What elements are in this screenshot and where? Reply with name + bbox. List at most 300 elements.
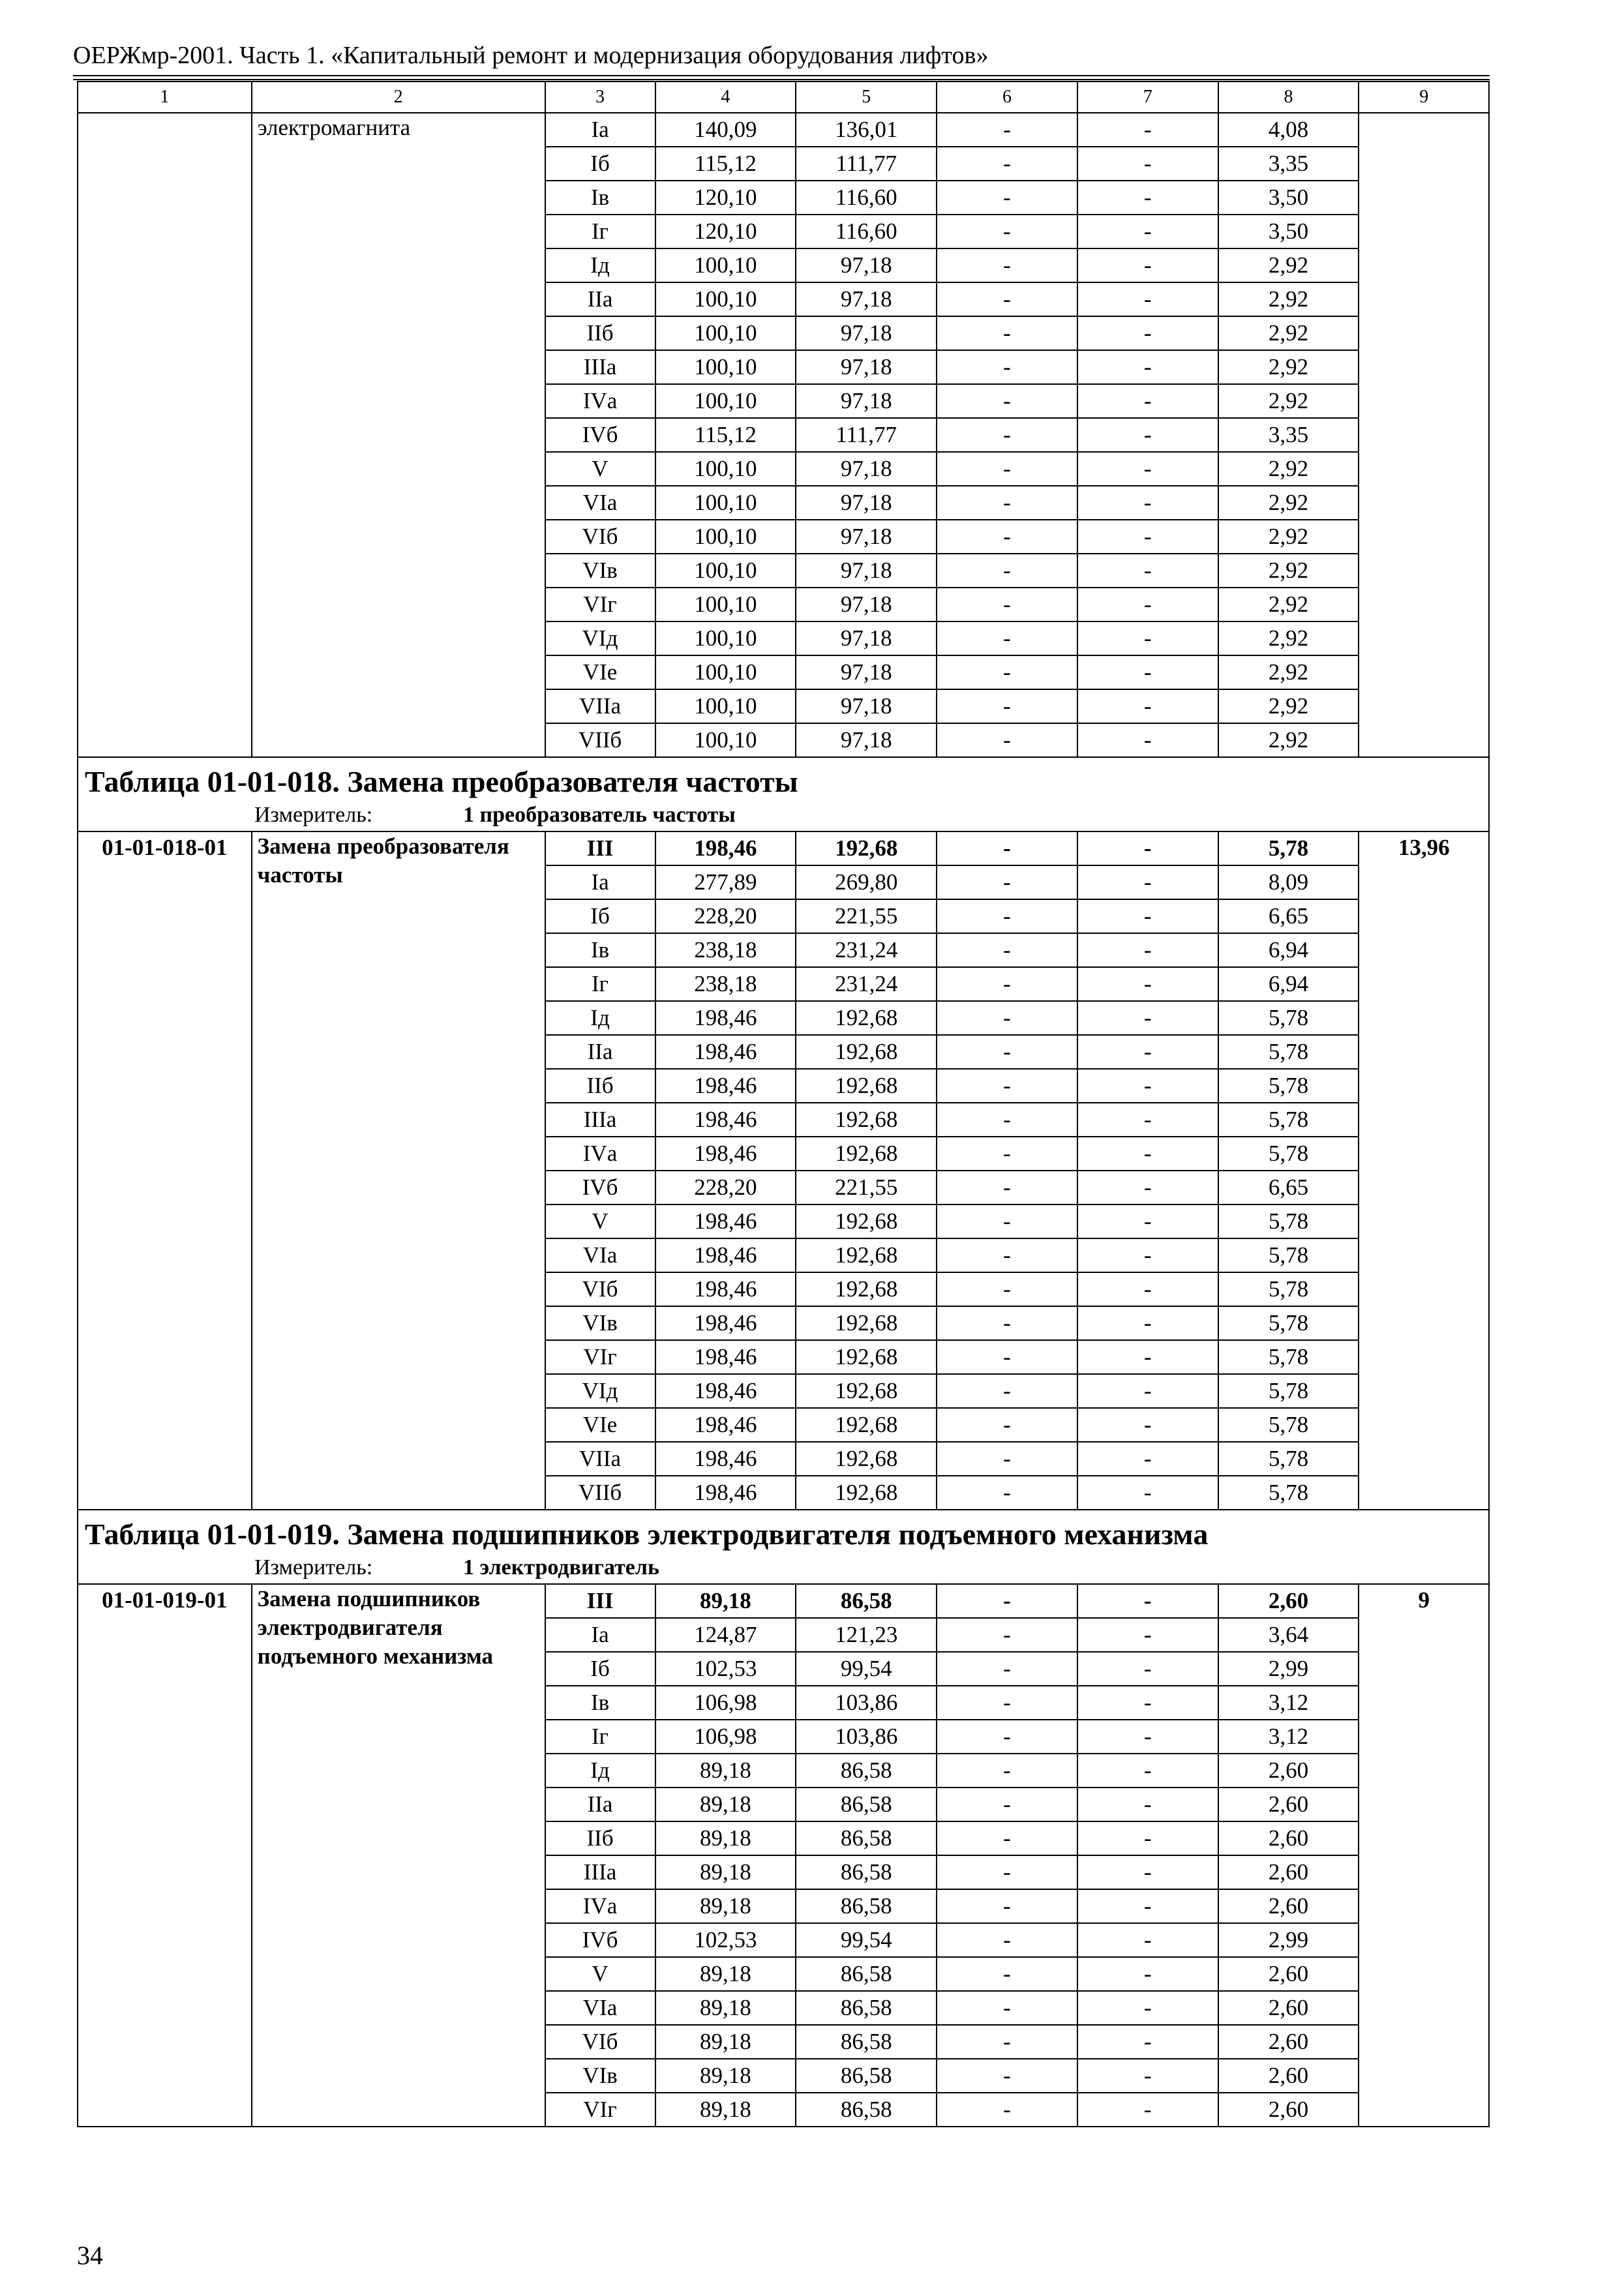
cell-c6: - bbox=[937, 2093, 1077, 2127]
cell-c3: VIIа bbox=[545, 689, 655, 723]
cell-c3: Iв bbox=[545, 181, 655, 215]
cell-c6: - bbox=[937, 831, 1077, 865]
cell-c7: - bbox=[1077, 723, 1218, 757]
cell-c7: - bbox=[1077, 865, 1218, 899]
cell-c5: 221,55 bbox=[796, 899, 937, 933]
cell-c6: - bbox=[937, 1991, 1077, 2025]
cell-c7: - bbox=[1077, 147, 1218, 181]
cell-c7: - bbox=[1077, 1442, 1218, 1476]
cell-c4: 89,18 bbox=[655, 1991, 796, 2025]
cell-c3: V bbox=[545, 452, 655, 486]
cell-c4: 89,18 bbox=[655, 1889, 796, 1923]
cell-c3: VIв bbox=[545, 2059, 655, 2093]
cell-c4: 100,10 bbox=[655, 316, 796, 350]
cell-c6: - bbox=[937, 967, 1077, 1001]
cell-c8: 2,92 bbox=[1218, 316, 1359, 350]
cell-c4: 106,98 bbox=[655, 1686, 796, 1720]
cell-c7: - bbox=[1077, 486, 1218, 520]
cell-c5: 97,18 bbox=[796, 723, 937, 757]
cell-c5: 192,68 bbox=[796, 1408, 937, 1442]
cell-c8: 5,78 bbox=[1218, 1001, 1359, 1035]
cell-c4: 100,10 bbox=[655, 588, 796, 621]
cell-c7: - bbox=[1077, 967, 1218, 1001]
meter-value: 1 электродвигатель bbox=[463, 1555, 659, 1579]
cell-c7: - bbox=[1077, 520, 1218, 554]
cell-c5: 97,18 bbox=[796, 655, 937, 689]
cell-c4: 124,87 bbox=[655, 1618, 796, 1652]
table-title-row bbox=[78, 757, 1489, 831]
cell-c7: - bbox=[1077, 1476, 1218, 1510]
cell-c5: 86,58 bbox=[796, 1821, 937, 1855]
cell-c6: - bbox=[937, 655, 1077, 689]
cell-c4: 100,10 bbox=[655, 655, 796, 689]
cell-c7: - bbox=[1077, 1788, 1218, 1821]
cell-c4: 228,20 bbox=[655, 1171, 796, 1204]
cell-c5: 121,23 bbox=[796, 1618, 937, 1652]
cell-c7: - bbox=[1077, 1035, 1218, 1069]
cell-c8: 2,92 bbox=[1218, 452, 1359, 486]
cell-c7: - bbox=[1077, 248, 1218, 282]
cell-c8: 5,78 bbox=[1218, 1306, 1359, 1340]
cell-c3: VIIа bbox=[545, 1442, 655, 1476]
cell-c8: 6,65 bbox=[1218, 899, 1359, 933]
cell-c6: - bbox=[937, 2025, 1077, 2059]
norm-name: электромагнита bbox=[252, 113, 545, 757]
norms-table bbox=[77, 81, 1490, 2127]
cell-c8: 5,78 bbox=[1218, 1476, 1359, 1510]
cell-c3: IVб bbox=[545, 418, 655, 452]
cell-c7: - bbox=[1077, 933, 1218, 967]
meter-value: 1 преобразователь частоты bbox=[463, 803, 736, 827]
cell-c4: 89,18 bbox=[655, 2059, 796, 2093]
cell-c3: VIб bbox=[545, 1272, 655, 1306]
table-title-cell bbox=[78, 757, 1489, 831]
cell-c3: IIа bbox=[545, 1788, 655, 1821]
cell-c8: 2,92 bbox=[1218, 723, 1359, 757]
cell-c4: 100,10 bbox=[655, 486, 796, 520]
cell-c3: VIб bbox=[545, 520, 655, 554]
cell-c4: 100,10 bbox=[655, 723, 796, 757]
cell-c7: - bbox=[1077, 1408, 1218, 1442]
cell-c4: 228,20 bbox=[655, 899, 796, 933]
cell-c3: VIд bbox=[545, 621, 655, 655]
cell-c8: 2,60 bbox=[1218, 2059, 1359, 2093]
cell-c6: - bbox=[937, 899, 1077, 933]
cell-c8: 5,78 bbox=[1218, 1035, 1359, 1069]
cell-c4: 115,12 bbox=[655, 418, 796, 452]
cell-c3: VIв bbox=[545, 554, 655, 588]
cell-c5: 192,68 bbox=[796, 831, 937, 865]
cell-c6: - bbox=[937, 1408, 1077, 1442]
cell-c3: IVа bbox=[545, 1137, 655, 1171]
cell-c6: - bbox=[937, 1889, 1077, 1923]
cell-c7: - bbox=[1077, 1001, 1218, 1035]
cell-c8: 8,09 bbox=[1218, 865, 1359, 899]
cell-c6: - bbox=[937, 1001, 1077, 1035]
cell-c7: - bbox=[1077, 215, 1218, 248]
cell-c4: 102,53 bbox=[655, 1652, 796, 1686]
cell-c6: - bbox=[937, 1788, 1077, 1821]
cell-c4: 198,46 bbox=[655, 831, 796, 865]
cell-c8: 2,60 bbox=[1218, 1957, 1359, 1991]
cell-c6: - bbox=[937, 554, 1077, 588]
cell-c5: 136,01 bbox=[796, 113, 937, 147]
cell-c6: - bbox=[937, 1652, 1077, 1686]
cell-c7: - bbox=[1077, 1991, 1218, 2025]
column-9-value: 9 bbox=[1359, 1584, 1489, 2127]
cell-c5: 86,58 bbox=[796, 1957, 937, 1991]
cell-c7: - bbox=[1077, 1171, 1218, 1204]
cell-c3: Iа bbox=[545, 113, 655, 147]
cell-c8: 2,60 bbox=[1218, 1991, 1359, 2025]
cell-c7: - bbox=[1077, 1686, 1218, 1720]
cell-c3: IIIа bbox=[545, 1855, 655, 1889]
column-numbers-row bbox=[78, 82, 1489, 113]
cell-c5: 111,77 bbox=[796, 418, 937, 452]
cell-c4: 238,18 bbox=[655, 933, 796, 967]
meter-line bbox=[78, 1555, 1488, 1583]
cell-c5: 86,58 bbox=[796, 2059, 937, 2093]
cell-c8: 5,78 bbox=[1218, 1103, 1359, 1137]
cell-c5: 86,58 bbox=[796, 1788, 937, 1821]
cell-c5: 97,18 bbox=[796, 384, 937, 418]
cell-c4: 89,18 bbox=[655, 2025, 796, 2059]
cell-c5: 97,18 bbox=[796, 621, 937, 655]
cell-c3: Iв bbox=[545, 933, 655, 967]
cell-c5: 192,68 bbox=[796, 1103, 937, 1137]
cell-c3: VIа bbox=[545, 1991, 655, 2025]
cell-c5: 86,58 bbox=[796, 1889, 937, 1923]
cell-c5: 86,58 bbox=[796, 1754, 937, 1788]
column-number: 9 bbox=[1359, 82, 1489, 113]
cell-c7: - bbox=[1077, 1069, 1218, 1103]
cell-c3: Iг bbox=[545, 215, 655, 248]
table-title-cell bbox=[78, 1510, 1489, 1584]
cell-c5: 231,24 bbox=[796, 933, 937, 967]
cell-c6: - bbox=[937, 588, 1077, 621]
cell-c7: - bbox=[1077, 621, 1218, 655]
cell-c3: IIIа bbox=[545, 350, 655, 384]
cell-c6: - bbox=[937, 1374, 1077, 1408]
cell-c8: 2,92 bbox=[1218, 689, 1359, 723]
cell-c4: 198,46 bbox=[655, 1408, 796, 1442]
column-number: 6 bbox=[937, 82, 1077, 113]
page-header: ОЕРЖмр-2001. Часть 1. «Капитальный ремонт и модернизация оборудования лифтов» bbox=[73, 42, 989, 69]
cell-c5: 97,18 bbox=[796, 554, 937, 588]
cell-c3: VIа bbox=[545, 486, 655, 520]
cell-c7: - bbox=[1077, 350, 1218, 384]
cell-c7: - bbox=[1077, 554, 1218, 588]
cell-c6: - bbox=[937, 865, 1077, 899]
cell-c6: - bbox=[937, 1137, 1077, 1171]
cell-c7: - bbox=[1077, 2025, 1218, 2059]
cell-c5: 192,68 bbox=[796, 1442, 937, 1476]
cell-c4: 198,46 bbox=[655, 1374, 796, 1408]
cell-c3: VIа bbox=[545, 1238, 655, 1272]
header-rule bbox=[73, 79, 1490, 80]
cell-c6: - bbox=[937, 350, 1077, 384]
cell-c6: - bbox=[937, 1340, 1077, 1374]
cell-c8: 3,64 bbox=[1218, 1618, 1359, 1652]
cell-c4: 100,10 bbox=[655, 452, 796, 486]
cell-c8: 5,78 bbox=[1218, 1204, 1359, 1238]
cell-c6: - bbox=[937, 1720, 1077, 1754]
cell-c8: 4,08 bbox=[1218, 113, 1359, 147]
cell-c3: VIIб bbox=[545, 1476, 655, 1510]
cell-c8: 3,50 bbox=[1218, 215, 1359, 248]
cell-c7: - bbox=[1077, 1374, 1218, 1408]
cell-c4: 89,18 bbox=[655, 1821, 796, 1855]
cell-c8: 2,92 bbox=[1218, 350, 1359, 384]
cell-c7: - bbox=[1077, 1584, 1218, 1618]
cell-c8: 2,92 bbox=[1218, 486, 1359, 520]
cell-c7: - bbox=[1077, 1272, 1218, 1306]
cell-c4: 89,18 bbox=[655, 2093, 796, 2127]
cell-c7: - bbox=[1077, 1889, 1218, 1923]
cell-c7: - bbox=[1077, 1618, 1218, 1652]
cell-c3: IIIа bbox=[545, 1103, 655, 1137]
cell-c6: - bbox=[937, 1204, 1077, 1238]
cell-c8: 5,78 bbox=[1218, 831, 1359, 865]
cell-c8: 2,60 bbox=[1218, 2093, 1359, 2127]
cell-c8: 5,78 bbox=[1218, 1137, 1359, 1171]
cell-c6: - bbox=[937, 933, 1077, 967]
page-number: 34 bbox=[77, 2241, 103, 2270]
cell-c5: 192,68 bbox=[796, 1035, 937, 1069]
cell-c6: - bbox=[937, 215, 1077, 248]
cell-c7: - bbox=[1077, 113, 1218, 147]
cell-c7: - bbox=[1077, 2093, 1218, 2127]
column-number: 2 bbox=[252, 82, 545, 113]
cell-c6: - bbox=[937, 1821, 1077, 1855]
cell-c6: - bbox=[937, 1035, 1077, 1069]
cell-c4: 89,18 bbox=[655, 1957, 796, 1991]
cell-c6: - bbox=[937, 181, 1077, 215]
cell-c5: 192,68 bbox=[796, 1238, 937, 1272]
cell-c7: - bbox=[1077, 181, 1218, 215]
cell-c6: - bbox=[937, 384, 1077, 418]
cell-c3: VIг bbox=[545, 2093, 655, 2127]
cell-c6: - bbox=[937, 1306, 1077, 1340]
cell-c4: 100,10 bbox=[655, 554, 796, 588]
cell-c4: 198,46 bbox=[655, 1035, 796, 1069]
cell-c7: - bbox=[1077, 1957, 1218, 1991]
cell-c7: - bbox=[1077, 1306, 1218, 1340]
cell-c4: 89,18 bbox=[655, 1754, 796, 1788]
cell-c5: 99,54 bbox=[796, 1923, 937, 1957]
cell-c6: - bbox=[937, 418, 1077, 452]
norm-code: 01-01-018-01 bbox=[78, 831, 252, 1510]
cell-c6: - bbox=[937, 452, 1077, 486]
cell-c3: IIб bbox=[545, 316, 655, 350]
cell-c4: 198,46 bbox=[655, 1340, 796, 1374]
cell-c6: - bbox=[937, 1171, 1077, 1204]
cell-c4: 89,18 bbox=[655, 1788, 796, 1821]
cell-c7: - bbox=[1077, 1821, 1218, 1855]
cell-c6: - bbox=[937, 621, 1077, 655]
cell-c4: 102,53 bbox=[655, 1923, 796, 1957]
column-9-value: 13,96 bbox=[1359, 831, 1489, 1510]
cell-c8: 2,92 bbox=[1218, 655, 1359, 689]
cell-c7: - bbox=[1077, 1103, 1218, 1137]
cell-c8: 3,12 bbox=[1218, 1720, 1359, 1754]
cell-c5: 97,18 bbox=[796, 486, 937, 520]
cell-c5: 192,68 bbox=[796, 1476, 937, 1510]
header-rule bbox=[73, 75, 1490, 76]
cell-c5: 221,55 bbox=[796, 1171, 937, 1204]
column-number: 4 bbox=[655, 82, 796, 113]
cell-c7: - bbox=[1077, 1652, 1218, 1686]
cell-c4: 106,98 bbox=[655, 1720, 796, 1754]
cell-c6: - bbox=[937, 1618, 1077, 1652]
cell-c7: - bbox=[1077, 2059, 1218, 2093]
cell-c6: - bbox=[937, 316, 1077, 350]
cell-c3: IVа bbox=[545, 384, 655, 418]
cell-c8: 2,92 bbox=[1218, 282, 1359, 316]
table-title-row bbox=[78, 1510, 1489, 1584]
cell-c8: 6,94 bbox=[1218, 933, 1359, 967]
cell-c3: VIв bbox=[545, 1306, 655, 1340]
cell-c3: IIа bbox=[545, 282, 655, 316]
cell-c5: 116,60 bbox=[796, 215, 937, 248]
cell-c4: 198,46 bbox=[655, 1001, 796, 1035]
cell-c8: 2,92 bbox=[1218, 248, 1359, 282]
cell-c5: 86,58 bbox=[796, 1584, 937, 1618]
cell-c3: IIа bbox=[545, 1035, 655, 1069]
column-number: 1 bbox=[78, 82, 252, 113]
norm-code: 01-01-019-01 bbox=[78, 1584, 252, 2127]
cell-c5: 231,24 bbox=[796, 967, 937, 1001]
table-title: Таблица 01-01-019. Замена подшипников электродвигателя подъемного механизма bbox=[85, 1518, 1209, 1551]
cell-c5: 192,68 bbox=[796, 1137, 937, 1171]
cell-c4: 198,46 bbox=[655, 1238, 796, 1272]
cell-c3: Iд bbox=[545, 1754, 655, 1788]
cell-c5: 116,60 bbox=[796, 181, 937, 215]
cell-c6: - bbox=[937, 2059, 1077, 2093]
cell-c3: V bbox=[545, 1957, 655, 1991]
cell-c8: 2,60 bbox=[1218, 1788, 1359, 1821]
cell-c4: 198,46 bbox=[655, 1476, 796, 1510]
cell-c8: 6,94 bbox=[1218, 967, 1359, 1001]
cell-c8: 5,78 bbox=[1218, 1374, 1359, 1408]
cell-c3: V bbox=[545, 1204, 655, 1238]
cell-c6: - bbox=[937, 1238, 1077, 1272]
cell-c8: 5,78 bbox=[1218, 1069, 1359, 1103]
cell-c4: 277,89 bbox=[655, 865, 796, 899]
cell-c7: - bbox=[1077, 1204, 1218, 1238]
cell-c7: - bbox=[1077, 452, 1218, 486]
cell-c4: 100,10 bbox=[655, 689, 796, 723]
cell-c5: 192,68 bbox=[796, 1374, 937, 1408]
table-title: Таблица 01-01-018. Замена преобразователя частоты bbox=[85, 765, 798, 798]
cell-c3: IIб bbox=[545, 1821, 655, 1855]
cell-c3: VIд bbox=[545, 1374, 655, 1408]
cell-c5: 86,58 bbox=[796, 2093, 937, 2127]
cell-c6: - bbox=[937, 1103, 1077, 1137]
cell-c8: 2,92 bbox=[1218, 621, 1359, 655]
cell-c7: - bbox=[1077, 588, 1218, 621]
cell-c5: 97,18 bbox=[796, 520, 937, 554]
cell-c4: 100,10 bbox=[655, 384, 796, 418]
cell-c3: Iд bbox=[545, 248, 655, 282]
cell-c7: - bbox=[1077, 384, 1218, 418]
cell-c3: IVб bbox=[545, 1171, 655, 1204]
column-number: 3 bbox=[545, 82, 655, 113]
cell-c8: 2,92 bbox=[1218, 554, 1359, 588]
cell-c7: - bbox=[1077, 1855, 1218, 1889]
cell-c6: - bbox=[937, 147, 1077, 181]
cell-c6: - bbox=[937, 1957, 1077, 1991]
cell-c8: 2,99 bbox=[1218, 1652, 1359, 1686]
cell-c7: - bbox=[1077, 831, 1218, 865]
cell-c5: 97,18 bbox=[796, 282, 937, 316]
cell-c3: Iб bbox=[545, 899, 655, 933]
cell-c8: 5,78 bbox=[1218, 1408, 1359, 1442]
table-row bbox=[78, 113, 1489, 147]
cell-c3: IVб bbox=[545, 1923, 655, 1957]
cell-c6: - bbox=[937, 1754, 1077, 1788]
meter-line bbox=[78, 802, 1488, 831]
cell-c6: - bbox=[937, 1923, 1077, 1957]
table-row bbox=[78, 831, 1489, 865]
cell-c5: 111,77 bbox=[796, 147, 937, 181]
cell-c5: 269,80 bbox=[796, 865, 937, 899]
cell-c3: IIб bbox=[545, 1069, 655, 1103]
cell-c7: - bbox=[1077, 282, 1218, 316]
cell-c4: 115,12 bbox=[655, 147, 796, 181]
cell-c5: 192,68 bbox=[796, 1204, 937, 1238]
cell-c4: 238,18 bbox=[655, 967, 796, 1001]
cell-c3: VIIб bbox=[545, 723, 655, 757]
cell-c5: 97,18 bbox=[796, 248, 937, 282]
cell-c8: 2,99 bbox=[1218, 1923, 1359, 1957]
column-9-value bbox=[1359, 113, 1489, 757]
cell-c3: IVа bbox=[545, 1889, 655, 1923]
cell-c3: III bbox=[545, 831, 655, 865]
cell-c6: - bbox=[937, 1272, 1077, 1306]
cell-c4: 198,46 bbox=[655, 1137, 796, 1171]
cell-c4: 100,10 bbox=[655, 350, 796, 384]
cell-c6: - bbox=[937, 486, 1077, 520]
cell-c5: 86,58 bbox=[796, 1855, 937, 1889]
cell-c5: 97,18 bbox=[796, 350, 937, 384]
cell-c5: 86,58 bbox=[796, 2025, 937, 2059]
cell-c6: - bbox=[937, 520, 1077, 554]
cell-c6: - bbox=[937, 1584, 1077, 1618]
cell-c3: III bbox=[545, 1584, 655, 1618]
cell-c7: - bbox=[1077, 1720, 1218, 1754]
cell-c3: Iд bbox=[545, 1001, 655, 1035]
cell-c4: 89,18 bbox=[655, 1584, 796, 1618]
cell-c3: VIб bbox=[545, 2025, 655, 2059]
cell-c8: 5,78 bbox=[1218, 1238, 1359, 1272]
cell-c4: 120,10 bbox=[655, 181, 796, 215]
cell-c6: - bbox=[937, 689, 1077, 723]
cell-c4: 198,46 bbox=[655, 1103, 796, 1137]
cell-c3: Iа bbox=[545, 865, 655, 899]
cell-c4: 100,10 bbox=[655, 248, 796, 282]
meter-label: Измеритель: bbox=[254, 803, 373, 827]
cell-c7: - bbox=[1077, 655, 1218, 689]
cell-c5: 192,68 bbox=[796, 1272, 937, 1306]
cell-c7: - bbox=[1077, 1923, 1218, 1957]
cell-c3: Iг bbox=[545, 1720, 655, 1754]
cell-c5: 97,18 bbox=[796, 689, 937, 723]
cell-c6: - bbox=[937, 113, 1077, 147]
norm-code bbox=[78, 113, 252, 757]
norm-name: Замена подшипников электродвигателя подъемного механизма bbox=[252, 1584, 545, 2127]
cell-c8: 2,60 bbox=[1218, 1821, 1359, 1855]
